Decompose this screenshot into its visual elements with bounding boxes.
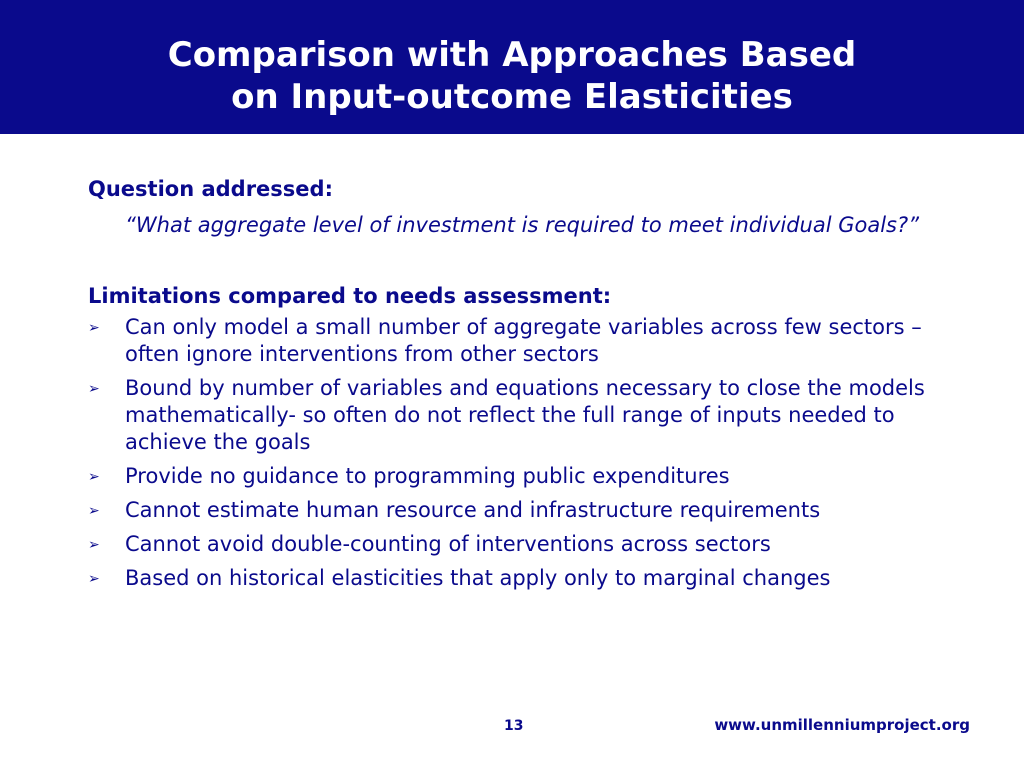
arrowhead-bullet-icon: ➢: [88, 537, 100, 553]
list-item: [88, 463, 968, 490]
list-item: [88, 314, 968, 368]
arrowhead-bullet-icon: ➢: [88, 571, 100, 587]
question-heading: Question addressed:: [88, 177, 333, 201]
slide-body: [88, 176, 968, 599]
list-item: [88, 375, 968, 456]
list-item: [88, 565, 968, 592]
list-item-text: Based on historical elasticities that apply only to marginal changes: [125, 566, 831, 590]
list-item-text: Provide no guidance to programming public expenditures: [125, 464, 730, 488]
arrowhead-bullet-icon: ➢: [88, 469, 100, 485]
limitations-heading: Limitations compared to needs assessment:: [88, 284, 612, 308]
list-item-text: Can only model a small number of aggregate variables across few sectors – often ignore interventions from other sectors: [125, 315, 922, 366]
arrowhead-bullet-icon: ➢: [88, 381, 100, 397]
title-bar: [0, 0, 1024, 134]
slide-title: [0, 34, 1024, 118]
list-item-text: Bound by number of variables and equations necessary to close the models mathematically- so often do not reflect the full range of inputs needed to achieve the goals: [125, 376, 925, 454]
list-item: [88, 497, 968, 524]
slide-title-line-2: on Input-outcome Elasticities: [231, 77, 793, 117]
list-item-text: Cannot estimate human resource and infrastructure requirements: [125, 498, 821, 522]
slide-title-line-1: Comparison with Approaches Based: [167, 35, 857, 75]
arrowhead-bullet-icon: ➢: [88, 503, 100, 519]
page-number: 13: [504, 718, 524, 734]
arrowhead-bullet-icon: ➢: [88, 320, 100, 336]
footer-url-link[interactable]: www.unmillenniumproject.org: [714, 716, 970, 734]
limitations-list: [88, 314, 968, 592]
list-item: [88, 531, 968, 558]
list-item-text: Cannot avoid double-counting of interventions across sectors: [125, 532, 771, 556]
question-quote: “What aggregate level of investment is required to meet individual Goals?”: [125, 213, 920, 237]
